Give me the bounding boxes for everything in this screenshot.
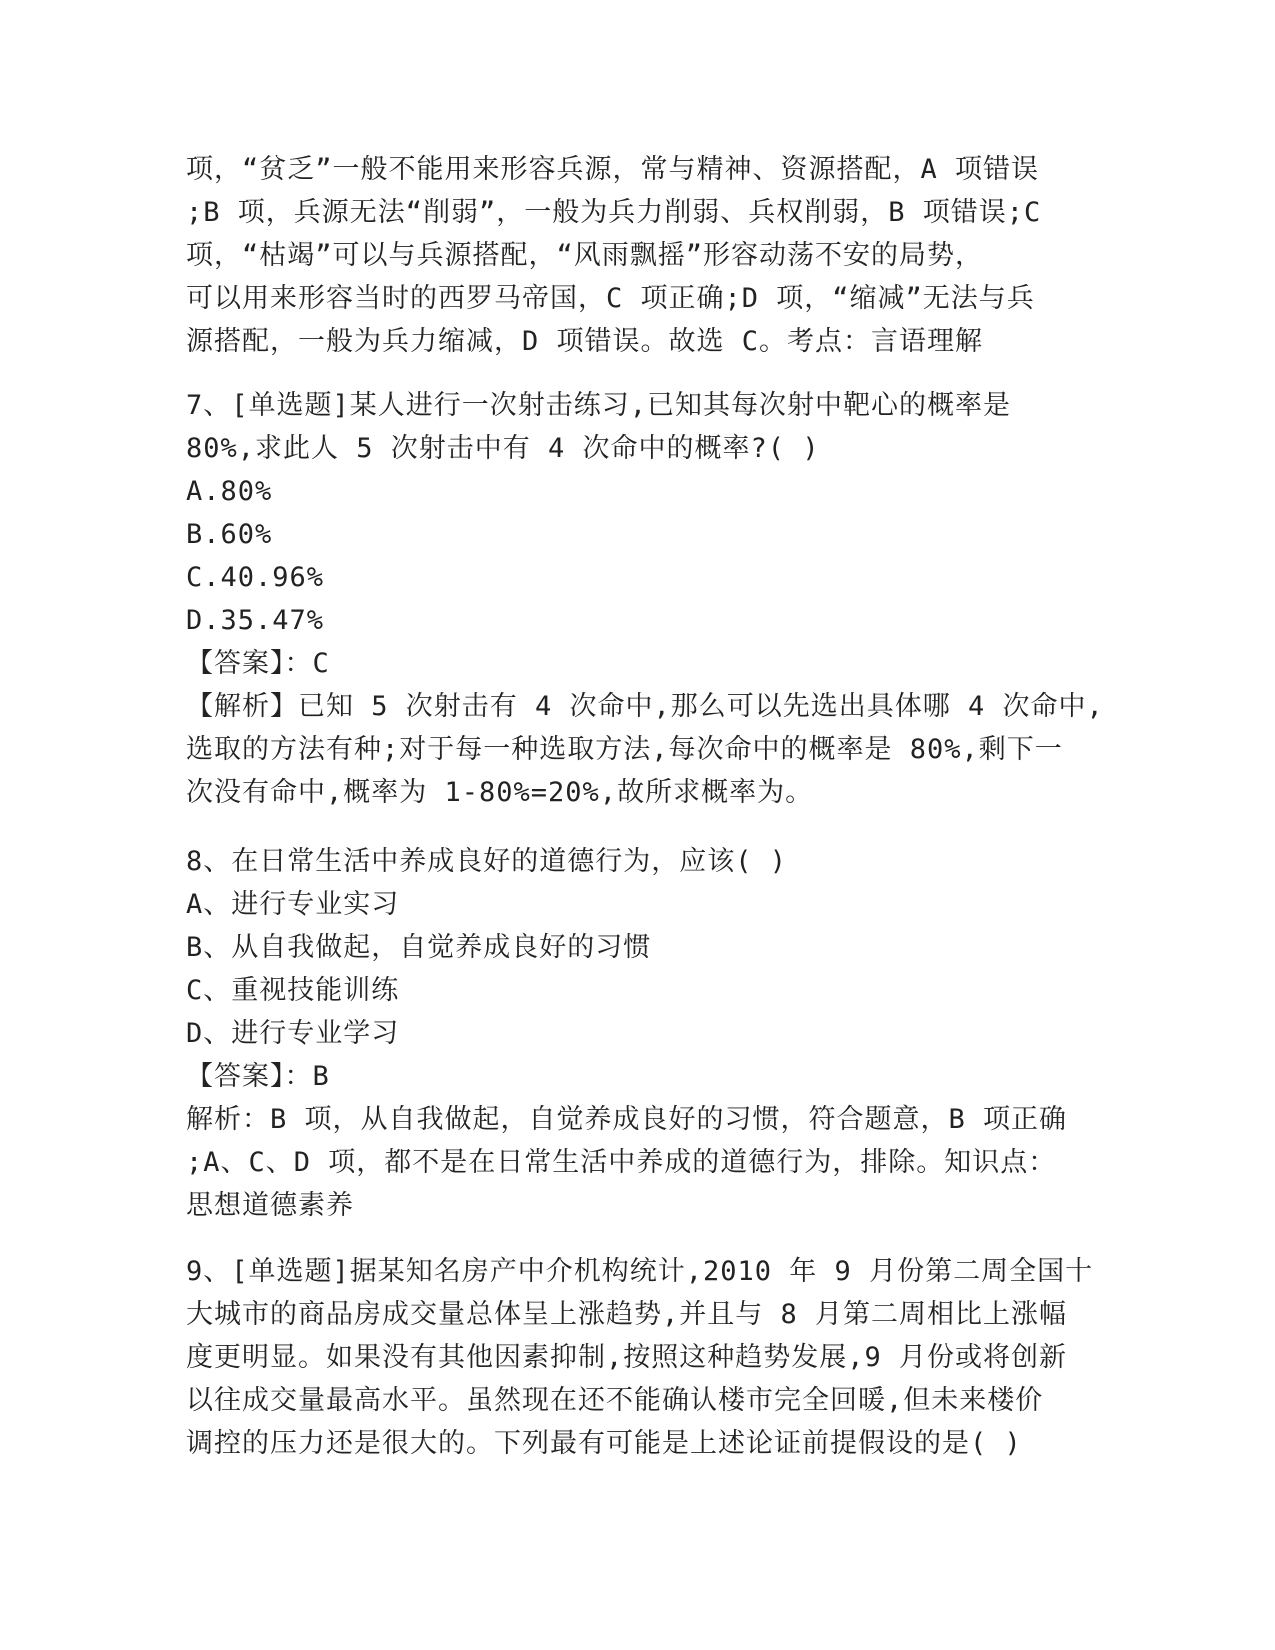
question-text: 度更明显。如果没有其他因素抑制,按照这种趋势发展,9 月份或将创新 (186, 1342, 1068, 1373)
option-d: D.35.47% (186, 605, 325, 636)
previous-question-analysis (186, 148, 1086, 363)
question-text: 8、在日常生活中养成良好的道德行为，应该( ) (186, 846, 788, 877)
question-text: 80%,求此人 5 次射击中有 4 次命中的概率?( ) (186, 433, 820, 464)
analysis-line: 解析：B 项，从自我做起，自觉养成良好的习惯，符合题意，B 项正确 (186, 1104, 1068, 1135)
answer-line: 【答案】：B (186, 1061, 330, 1092)
analysis-line: 源搭配，一般为兵力缩减，D 项错误。故选 C。考点：言语理解 (186, 326, 984, 357)
option-b: B.60% (186, 519, 273, 550)
analysis-line: 次没有命中,概率为 1-80%=20%,故所求概率为。 (186, 777, 814, 808)
question-text: 7、[单选题]某人进行一次射击练习,已知其每次射中靶心的概率是 (186, 390, 1012, 421)
question-8 (186, 840, 1086, 1227)
analysis-line: 项，“枯竭”可以与兵源搭配，“风雨飘摇”形容动荡不安的局势， (186, 240, 984, 271)
option-c: C.40.96% (186, 562, 325, 593)
analysis-line: 项，“贫乏”一般不能用来形容兵源，常与精神、资源搭配，A 项错误 (186, 154, 1040, 185)
analysis-line: 选取的方法有种;对于每一种选取方法,每次命中的概率是 80%,剩下一 (186, 734, 1063, 765)
option-a: A、进行专业实习 (186, 889, 400, 920)
question-text: 调控的压力还是很大的。下列最有可能是上述论证前提假设的是( ) (186, 1428, 1022, 1459)
analysis-line: ;B 项，兵源无法“削弱”，一般为兵力削弱、兵权削弱，B 项错误;C (186, 197, 1042, 228)
answer-line: 【答案】：C (186, 648, 330, 679)
option-c: C、重视技能训练 (186, 975, 400, 1006)
option-b: B、从自我做起，自觉养成良好的习惯 (186, 932, 652, 963)
option-d: D、进行专业学习 (186, 1018, 400, 1049)
analysis-line: ;A、C、D 项，都不是在日常生活中养成的道德行为，排除。知识点： (186, 1147, 1057, 1178)
question-text: 大城市的商品房成交量总体呈上涨趋势,并且与 8 月第二周相比上涨幅 (186, 1299, 1068, 1330)
question-7 (186, 384, 1104, 814)
analysis-line: 可以用来形容当时的西罗马帝国，C 项正确;D 项，“缩减”无法与兵 (186, 283, 1035, 314)
question-text: 以往成交量最高水平。虽然现在还不能确认楼市完全回暖,但未来楼价 (186, 1385, 1044, 1416)
option-a: A.80% (186, 476, 273, 507)
analysis-line: 【解析】已知 5 次射击有 4 次命中,那么可以先选出具体哪 4 次命中, (186, 691, 1104, 722)
analysis-line: 思想道德素养 (186, 1190, 354, 1221)
question-text: 9、[单选题]据某知名房产中介机构统计,2010 年 9 月份第二周全国十 (186, 1256, 1094, 1287)
question-9 (186, 1250, 1094, 1465)
